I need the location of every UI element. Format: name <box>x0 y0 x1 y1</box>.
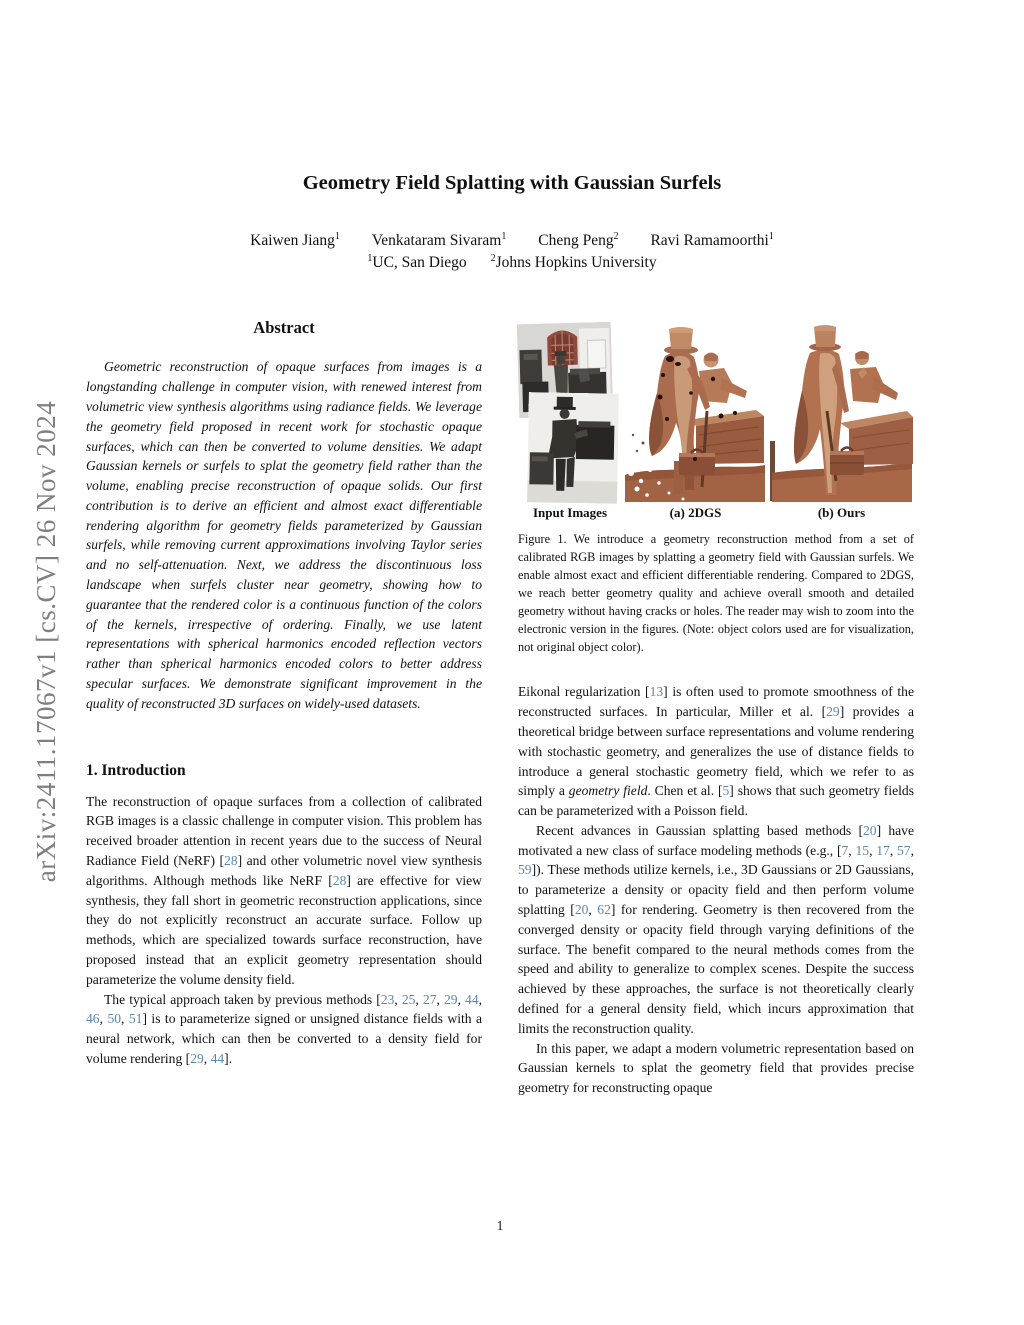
citation-link[interactable]: 44 <box>210 1051 225 1067</box>
label-ours: (b) Ours <box>817 505 866 521</box>
body-text: ] shows that such geometry fields can be parameterized with a Poisson field. <box>518 783 914 819</box>
citation-link[interactable]: 7 <box>841 842 849 858</box>
body-text: ] have motivated a new class of surface modeling methods (e.g., [ <box>518 822 915 858</box>
figure-input-images <box>518 323 620 503</box>
input-photo-bottom <box>527 393 619 505</box>
body-paragraph-gaussian-splatting <box>518 821 914 1039</box>
citation-link[interactable]: 20 <box>862 822 877 838</box>
page-title: Geometry Field Splatting with Gaussian Surfels <box>302 172 722 194</box>
body-text: Eikonal regularization [ <box>518 684 650 700</box>
body-paragraph-this-paper <box>518 1039 914 1098</box>
author <box>250 232 340 249</box>
body-text: The reconstruction of opaque surfaces from a collection of calibrated RGB images is a classic challenge in computer vision. This problem has received broader attention in recent years due to the success of Neural Radiance Field (NeRF) [ <box>86 793 482 869</box>
author-name: Kaiwen Jiang <box>250 232 335 250</box>
citation-link[interactable]: 5 <box>722 783 730 799</box>
render-2dgs-art <box>623 323 767 503</box>
body-text: , <box>99 1011 108 1027</box>
section-heading-introduction: 1. Introduction <box>86 761 186 779</box>
intro-paragraph-2 <box>86 990 482 1069</box>
body-text: ] is to parameterize signed or unsigned distance fields with a neural network, which can then be converted to a density field for volume rendering [ <box>86 1011 483 1067</box>
body-text: ]). These methods utilize kernels, i.e., 3D Gaussians or 2D Gaussians, to parameterize a density or opacity field and then perform volume splatting [ <box>518 862 914 918</box>
figure-1-caption: Figure 1. We introduce a geometry reconstruction method from a set of calibrated RGB images by splatting a geometry field with Gaussian surfels. We enable almost exact and efficient differentiable rendering. Compared to 2DGS, we reach better geometry quality and achieve overall smooth and detailed geometry without having cracks or holes. The reader may wish to zoom into the electronic version in the figures. (Note: object colors used are for visualization, not original object color). <box>518 532 914 655</box>
body-text: ] and other volumetric novel view synthesis algorithms. Although methods like NeRF [ <box>86 853 482 888</box>
label-input-images: Input Images <box>532 505 608 521</box>
citation-link[interactable]: 59 <box>518 862 532 878</box>
citation-link[interactable]: 29 <box>443 991 458 1007</box>
affil-sup: 1 <box>367 253 373 265</box>
right-column <box>518 318 914 1098</box>
citation-link[interactable]: 50 <box>107 1011 122 1027</box>
body-text: The typical approach taken by previous methods [ <box>104 991 381 1007</box>
body-text: , <box>910 842 914 858</box>
citation-link[interactable]: 57 <box>897 842 911 858</box>
affil-name: Johns Hopkins University <box>495 254 657 272</box>
citation-link[interactable]: 25 <box>401 991 416 1007</box>
label-2dgs: (a) 2DGS <box>669 505 722 521</box>
body-text: , <box>203 1051 211 1067</box>
body-text: , <box>457 991 466 1007</box>
author-name: Ravi Ramamoorthi <box>650 232 769 250</box>
body-text: , <box>415 991 423 1007</box>
author-affil-sup: 2 <box>613 231 619 242</box>
affil-name: UC, San Diego <box>372 254 467 272</box>
body-text: , <box>588 902 598 918</box>
body-text: In this paper, we adapt a modern volumetric representation based on Gaussian kernels to splat the geometry field that provides precise geometry for reconstructing opaque <box>518 1040 914 1096</box>
citation-link[interactable]: 27 <box>422 991 437 1007</box>
citation-link[interactable]: 46 <box>86 1011 100 1027</box>
author-name: Cheng Peng <box>538 232 614 250</box>
body-text: , <box>436 991 444 1007</box>
figure-1-labels <box>518 505 914 521</box>
body-text: ]. <box>224 1051 233 1067</box>
figure-1-images <box>518 323 914 503</box>
body-text: . Chen et al. [ <box>647 783 723 799</box>
body-paragraph-eikonal <box>518 682 914 821</box>
emphasis-text: geometry field <box>568 783 648 799</box>
citation-link[interactable]: 17 <box>876 842 890 858</box>
body-text: , <box>394 991 402 1007</box>
citation-link[interactable]: 44 <box>465 991 479 1007</box>
citation-link[interactable]: 28 <box>224 853 238 869</box>
author-name: Venkataram Sivaram <box>371 232 502 250</box>
arxiv-watermark: arXiv:2411.17067v1 [cs.CV] 26 Nov 2024 <box>31 400 61 883</box>
citation-link[interactable]: 29 <box>190 1051 204 1067</box>
figure-render-ours <box>770 323 914 503</box>
render-ours-art <box>770 323 914 503</box>
citation-link[interactable]: 15 <box>855 842 870 858</box>
body-text: , <box>889 842 897 858</box>
affiliation-list <box>0 253 1024 272</box>
input-photo-bottom-art <box>527 393 619 505</box>
citation-link[interactable]: 13 <box>649 684 664 700</box>
body-text: Recent advances in Gaussian splatting based methods [ <box>536 822 863 838</box>
figure-1 <box>518 323 914 656</box>
figure-render-2dgs <box>623 323 767 503</box>
body-text: ] provides a theoretical bridge between surface representations and volume rendering with stochastic geometry, and generalizes the use of distance fields to introduce a general stochastic geometry field, which we refer to as simply a <box>518 704 914 799</box>
citation-link[interactable]: 29 <box>826 704 840 720</box>
body-text: ] are effective for view synthesis, they fall short in geometric reconstruction applications, since they do not explicitly reconstruct an accurate surface. Follow up methods, which are specialized towards surface reconstruction, have proposed instead that an explicit geometry representation should parameterize the volume density field. <box>86 872 482 987</box>
affil-sup: 2 <box>490 253 496 265</box>
author <box>650 232 773 249</box>
body-text: ] is often used to promote smoothness of the reconstructed surfaces. In particular, Miller et al. [ <box>518 684 914 720</box>
author-affil-sup: 1 <box>501 231 507 242</box>
page-number: 1 <box>496 1218 504 1233</box>
body-text: , <box>869 842 877 858</box>
body-text: , <box>478 991 483 1007</box>
body-text: ] for rendering. Geometry is then recovered from the converged density or opacity field through varying definitions of the surface. The benefit compared to the neural methods comes from the speed and ability to generalize to complex scenes. Despite the success achieved by these approaches, the surface is not theoretically clearly defined for a general density field, which incurs approximation that limits the reconstruction quality. <box>518 902 914 1036</box>
right-column-body <box>518 682 914 1098</box>
author <box>538 232 618 249</box>
author <box>372 232 507 249</box>
paper-header <box>0 0 1024 272</box>
left-column <box>86 318 482 1098</box>
abstract-text: Geometric reconstruction of opaque surfaces from images is a longstanding challenge in computer vision, with renewed interest from volumetric view synthesis algorithms using radiance fields. We leverage the geometry field proposed in recent work for stochastic opaque surfaces, which can then be converted to volume densities. We adapt Gaussian kernels or surfels to splat the geometry field rather than the volume, enabling precise reconstruction of opaque solids. Our first contribution is to derive an efficient and almost exact differentiable rendering algorithm for geometry fields parameterized by Gaussian surfels, while removing current approximations involving Taylor series and no self-attenuation. Next, we address the discontinuous loss landscape when surfels cluster near geometry, showing how to guarantee that the rendered color is a continuous function of the colors of the kernels, irrespective of ordering. Finally, we use latent representations with spherical harmonics encoded reflection vectors rather than spherical harmonics encoded colors to better address specular surfaces. We demonstrate significant improvement in the quality of reconstructed 3D surfaces on widely-used datasets. <box>86 359 482 711</box>
intro-paragraph-1 <box>86 792 482 990</box>
body-text: , <box>121 1011 129 1027</box>
citation-link[interactable]: 20 <box>574 902 589 918</box>
two-column-body <box>0 318 1024 1098</box>
affiliation <box>367 254 466 271</box>
abstract-heading: Abstract <box>253 318 315 338</box>
author-affil-sup: 1 <box>768 231 774 242</box>
body-text: , <box>848 842 856 858</box>
affiliation <box>491 254 657 271</box>
citation-link[interactable]: 28 <box>332 872 347 888</box>
author-list <box>0 231 1024 250</box>
author-affil-sup: 1 <box>334 231 340 242</box>
citation-link[interactable]: 23 <box>380 991 395 1007</box>
citation-link[interactable]: 62 <box>597 902 611 918</box>
citation-link[interactable]: 51 <box>128 1011 143 1027</box>
